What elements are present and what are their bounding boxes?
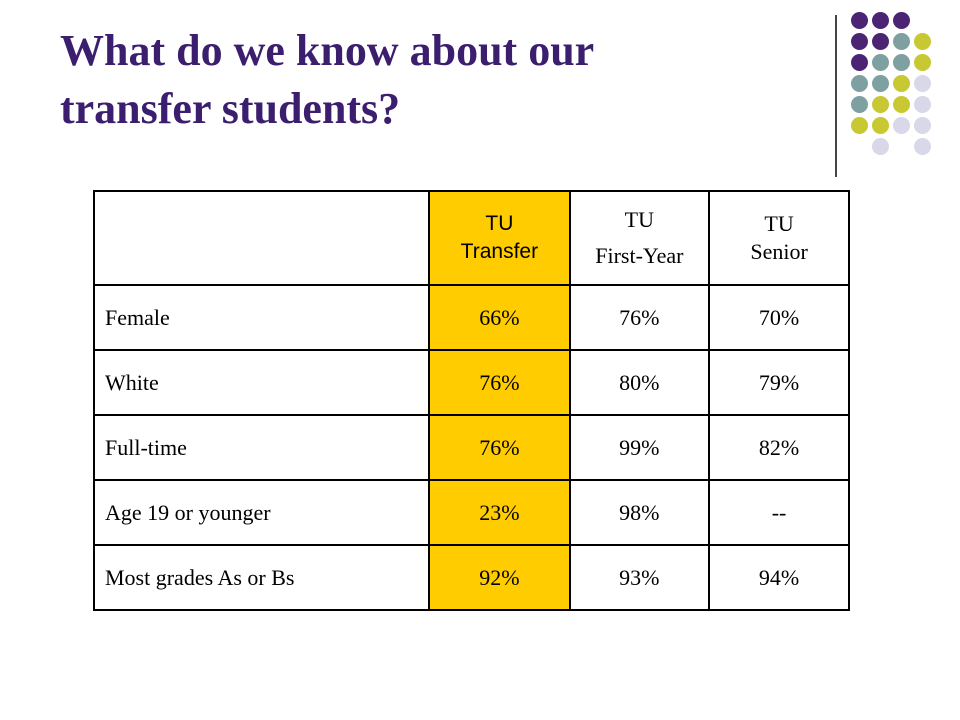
decorative-dot <box>872 33 889 50</box>
cell-tu-transfer: 66% <box>429 285 569 350</box>
header-line-1: TU <box>485 212 514 235</box>
decorative-dot <box>914 96 931 113</box>
row-label: Full-time <box>94 415 429 480</box>
cell-tu-first-year: 93% <box>570 545 710 610</box>
decorative-dot <box>893 12 910 29</box>
decorative-dot <box>872 12 889 29</box>
decorative-dot <box>851 117 868 134</box>
decorative-dot <box>893 117 910 134</box>
table-row <box>94 415 849 480</box>
decorative-divider <box>835 15 837 177</box>
decorative-dot <box>914 138 931 155</box>
transfer-students-table <box>93 190 850 611</box>
table-row <box>94 285 849 350</box>
decorative-dot <box>851 33 868 50</box>
decorative-dot <box>893 75 910 92</box>
header-tu-transfer <box>429 191 569 285</box>
slide-title-line-1: What do we know about our <box>60 26 595 75</box>
decorative-dot <box>914 75 931 92</box>
decorative-dot <box>893 96 910 113</box>
decorative-dot <box>893 54 910 71</box>
cell-tu-first-year: 99% <box>570 415 710 480</box>
cell-tu-transfer: 76% <box>429 350 569 415</box>
header-tu-first-year <box>570 191 710 285</box>
table-row <box>94 480 849 545</box>
cell-tu-first-year: 98% <box>570 480 710 545</box>
decorative-dot <box>914 33 931 50</box>
table-header-row <box>94 191 849 285</box>
header-line-2: Transfer <box>460 240 539 263</box>
decorative-dot <box>851 75 868 92</box>
row-label: White <box>94 350 429 415</box>
decorative-dot <box>872 138 889 155</box>
header-tu-senior <box>709 191 849 285</box>
decorative-dot <box>851 96 868 113</box>
decorative-dot <box>872 54 889 71</box>
cell-tu-senior: 82% <box>709 415 849 480</box>
table-corner-cell <box>94 191 429 285</box>
cell-tu-senior: 79% <box>709 350 849 415</box>
decorative-dot <box>872 117 889 134</box>
cell-tu-transfer: 23% <box>429 480 569 545</box>
cell-tu-first-year: 76% <box>570 285 710 350</box>
cell-tu-transfer: 92% <box>429 545 569 610</box>
header-line-2: Senior <box>750 239 808 264</box>
table-row <box>94 545 849 610</box>
cell-tu-senior: 94% <box>709 545 849 610</box>
cell-tu-transfer: 76% <box>429 415 569 480</box>
row-label: Age 19 or younger <box>94 480 429 545</box>
header-line-1: TU <box>624 207 654 232</box>
decorative-dot <box>851 12 868 29</box>
header-line-1: TU <box>764 211 794 236</box>
cell-tu-first-year: 80% <box>570 350 710 415</box>
header-line-2: First-Year <box>595 243 684 268</box>
slide-title <box>60 22 800 138</box>
row-label: Most grades As or Bs <box>94 545 429 610</box>
slide-title-line-2: transfer students? <box>60 84 401 133</box>
decorative-dot <box>872 75 889 92</box>
cell-tu-senior: -- <box>709 480 849 545</box>
decorative-dot <box>893 33 910 50</box>
decorative-dot <box>851 54 868 71</box>
row-label: Female <box>94 285 429 350</box>
decorative-dot <box>872 96 889 113</box>
decorative-dot <box>914 117 931 134</box>
table-row <box>94 350 849 415</box>
cell-tu-senior: 70% <box>709 285 849 350</box>
decorative-dot <box>914 54 931 71</box>
